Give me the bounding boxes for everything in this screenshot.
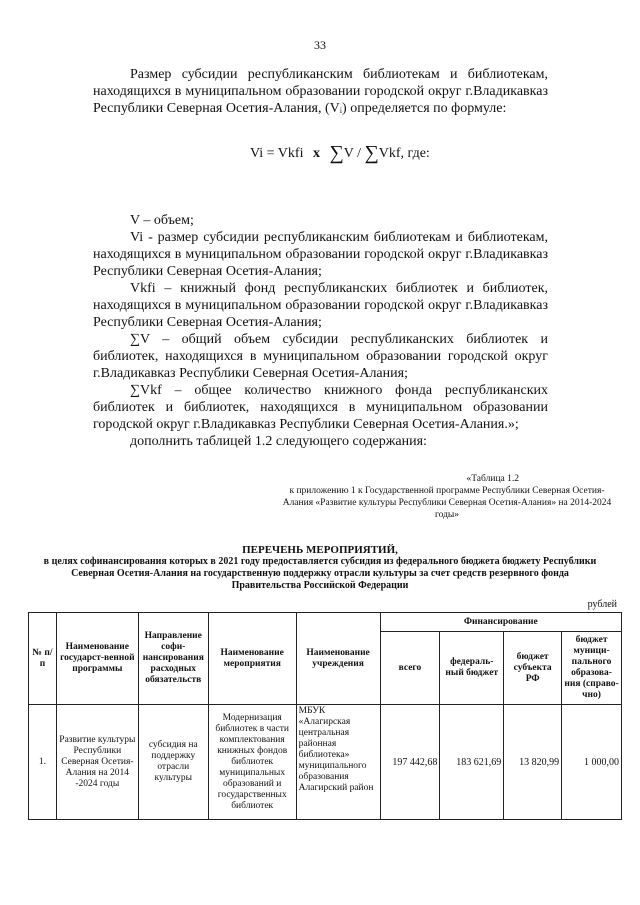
cell-municipal: 1 000,00 (562, 705, 622, 820)
table-header-row (29, 613, 622, 632)
table-reference-text: к приложению 1 к Государственной программе Республики Северная Осетия-Алания «Развитие культуры Республики Северная Осетия-Алания» на 2014-2024 годы» (282, 486, 612, 520)
formula-divide: / (357, 146, 361, 161)
list-heading: ПЕРЕЧЕНЬ МЕРОПРИЯТИЙ, (242, 544, 398, 556)
header-federal: федераль-ный бюджет (440, 632, 504, 705)
events-table (28, 612, 622, 820)
list-subtitle: в целях софинансирования которых в 2021 году предоставляется субсидия из федерального бюджета бюджету Республики Северная Осетия-Алания на государственную поддержку отрасли культуры за счет средств резервного фонда Правительства Российской Федерации (43, 556, 597, 591)
formula-left: Vi = Vkfi (250, 146, 304, 161)
cell-num: 1. (29, 705, 57, 820)
header-financing: Финансирование (380, 613, 621, 632)
cell-event: Модернизация библиотек в части комплектования книжных фондов библиотек муниципальных образований и государственных библиотек (208, 705, 296, 820)
table-reference (282, 473, 612, 521)
table-reference-title: «Таблица 1.2 (466, 474, 519, 484)
header-total: всего (380, 632, 440, 705)
cell-direction: субсидия на поддержку отрасли культуры (138, 705, 208, 820)
formula-sum-fund: Vkf, где: (378, 146, 430, 161)
currency-unit: рублей (587, 599, 617, 610)
definition-item: Vkfi – книжный фонд республиканских библиотек и библиотек, находящихся в муниципальном образовании городской округ г.Владикавказ Республики Северная Осетия-Алания; (93, 281, 548, 330)
header-institution: Наименование учреждения (296, 613, 380, 705)
sigma-symbol: ∑ (364, 142, 379, 164)
definition-item: Vi - размер субсидии республиканским библиотекам и библиотекам, находящихся в муниципальном образовании городской округ г.Владикавказ Республики Северная Осетия-Алания; (93, 230, 548, 279)
cell-federal: 183 621,69 (440, 705, 504, 820)
formula-sum-volume: V (343, 146, 354, 161)
header-municipal: бюджет муници-пального образова-ния (справо-чно) (562, 632, 622, 705)
header-regional: бюджет субъекта РФ (504, 632, 562, 705)
intro-text: Размер субсидии республиканским библиотекам и библиотекам, находящихся в муниципальном образовании городской округ г.Владикавказ Республики Северная Осетия-Алания, (Vᵢ) определяется по формуле: (93, 67, 548, 116)
definition-item: ∑V – общий объем субсидии республиканских библиотек и библиотек, находящихся в муниципальном образовании городской округ г.Владикавказ Республики Северная Осетия-Алания; (93, 332, 548, 381)
header-num: № п/п (29, 613, 57, 705)
cell-institution: МБУК «Алагирская центральная районная библиотека» муниципального образования Алагирский район (296, 705, 380, 820)
definition-item: ∑Vkf – общее количество книжного фонда республиканских библиотек и библиотек, находящихся в муниципальном образовании городской округ г.Владикавказ Республики Северная Осетия-Алания.»; (93, 383, 548, 432)
definition-item: V – объем; (130, 213, 194, 228)
page-number: 33 (314, 38, 326, 52)
cell-program: Развитие культуры Республики Северная Осетия-Алания на 2014 -2024 годы (56, 705, 138, 820)
table-row (29, 705, 622, 820)
definitions-list (93, 212, 548, 450)
list-title (40, 544, 600, 592)
header-direction: Направление софи-нансирования расходных обязательств (138, 613, 208, 705)
sigma-symbol: ∑ (329, 142, 344, 164)
header-program: Наименование государст-венной программы (56, 613, 138, 705)
header-event: Наименование мероприятия (208, 613, 296, 705)
definition-item: дополнить таблицей 1.2 следующего содержания: (130, 434, 427, 449)
cell-total: 197 442,68 (380, 705, 440, 820)
formula-multiply: x (312, 146, 320, 161)
intro-paragraph (93, 66, 548, 117)
subsidy-formula (250, 142, 430, 165)
cell-regional: 13 820,99 (504, 705, 562, 820)
